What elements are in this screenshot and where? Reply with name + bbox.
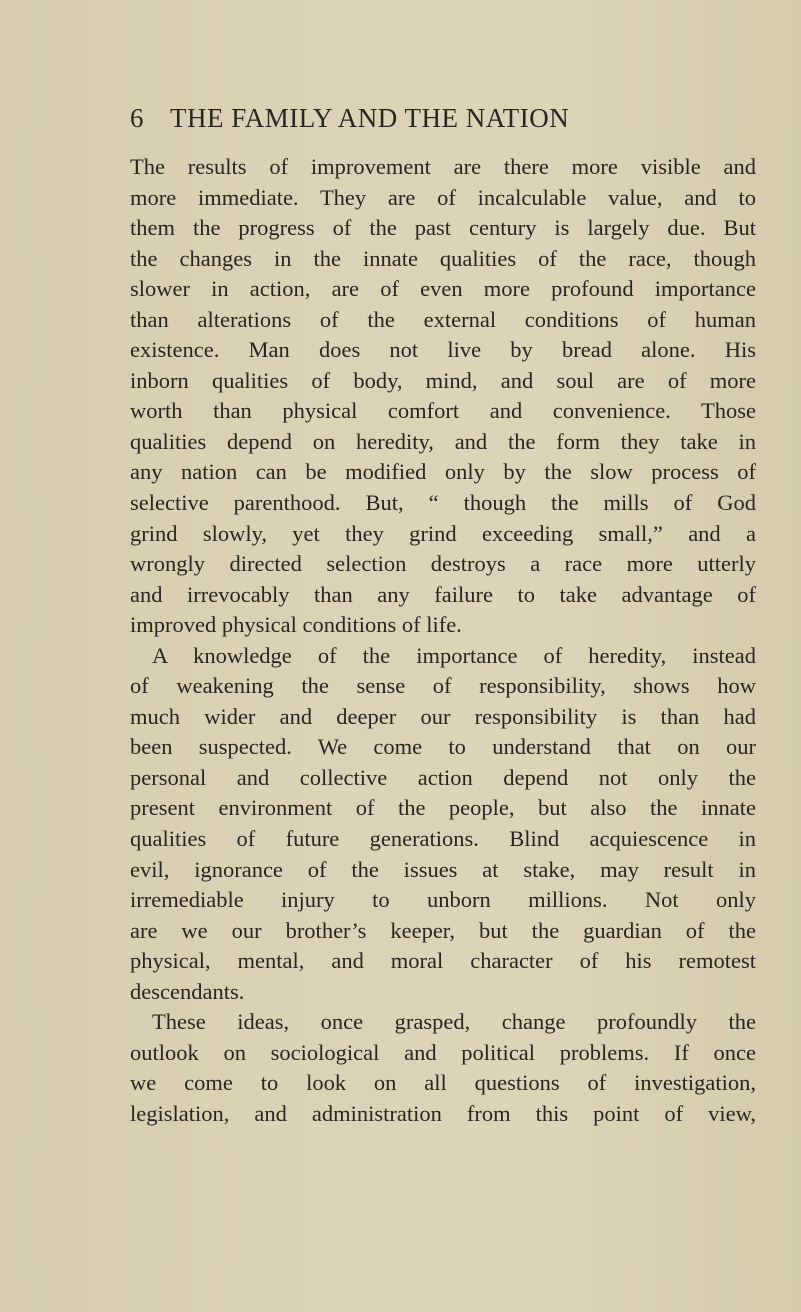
paragraph-3 [130, 1007, 756, 1129]
text-line: slower in action, are of even more profound importance [130, 276, 756, 302]
text-line: improved physical conditions of life. [130, 612, 462, 638]
text-line: evil, ignorance of the issues at stake, may result in [130, 856, 756, 882]
page-number: 6 [130, 103, 144, 133]
text-line: A knowledge of the importance of heredity, instead [152, 642, 756, 668]
text-line: qualities depend on heredity, and the form they take in [130, 428, 756, 454]
text-line: we come to look on all questions of investigation, [130, 1070, 756, 1096]
text-line: descendants. [130, 978, 245, 1004]
text-line: much wider and deeper our responsibility is than had [130, 703, 756, 729]
text-line: any nation can be modified only by the slow process of [130, 459, 756, 485]
text-line: them the progress of the past century is largely due. But [130, 215, 756, 241]
text-line: present environment of the people, but also the innate [130, 795, 756, 821]
text-line: selective parenthood. But, “ though the mills of God [130, 490, 756, 516]
text-line: outlook on sociological and political problems. If once [130, 1039, 756, 1065]
text-line: been suspected. We come to understand that on our [130, 734, 756, 760]
text-line: existence. Man does not live by bread alone. His [130, 337, 756, 363]
body-text [130, 152, 756, 1130]
text-line: are we our brother’s keeper, but the guardian of the [130, 917, 756, 943]
text-line: than alterations of the external conditions of human [130, 306, 756, 332]
text-line: and irrevocably than any failure to take advantage of [130, 581, 756, 607]
text-line: more immediate. They are of incalculable value, and to [130, 184, 756, 210]
text-line: qualities of future generations. Blind acquiescence in [130, 826, 756, 852]
text-line: These ideas, once grasped, change profoundly the [152, 1009, 756, 1035]
text-line: personal and collective action depend not only the [130, 764, 756, 790]
running-title: THE FAMILY AND THE NATION [170, 103, 570, 133]
text-line: grind slowly, yet they grind exceeding small,” and a [130, 520, 756, 546]
paragraph-2 [130, 641, 756, 1008]
text-line: The results of improvement are there more visible and [130, 154, 756, 179]
text-line: wrongly directed selection destroys a race more utterly [130, 551, 756, 577]
text-line: physical, mental, and moral character of his remotest [130, 948, 756, 974]
text-line: legislation, and administration from this point of view, [130, 1100, 756, 1126]
paragraph-1 [130, 152, 756, 641]
text-line: of weakening the sense of responsibility, shows how [130, 673, 756, 699]
book-page [130, 103, 756, 1130]
text-line: the changes in the innate qualities of the race, though [130, 245, 756, 271]
text-line: irremediable injury to unborn millions. Not only [130, 887, 756, 913]
text-line: inborn qualities of body, mind, and soul are of more [130, 367, 756, 393]
text-line: worth than physical comfort and convenience. Those [130, 398, 756, 424]
running-head [130, 103, 756, 149]
